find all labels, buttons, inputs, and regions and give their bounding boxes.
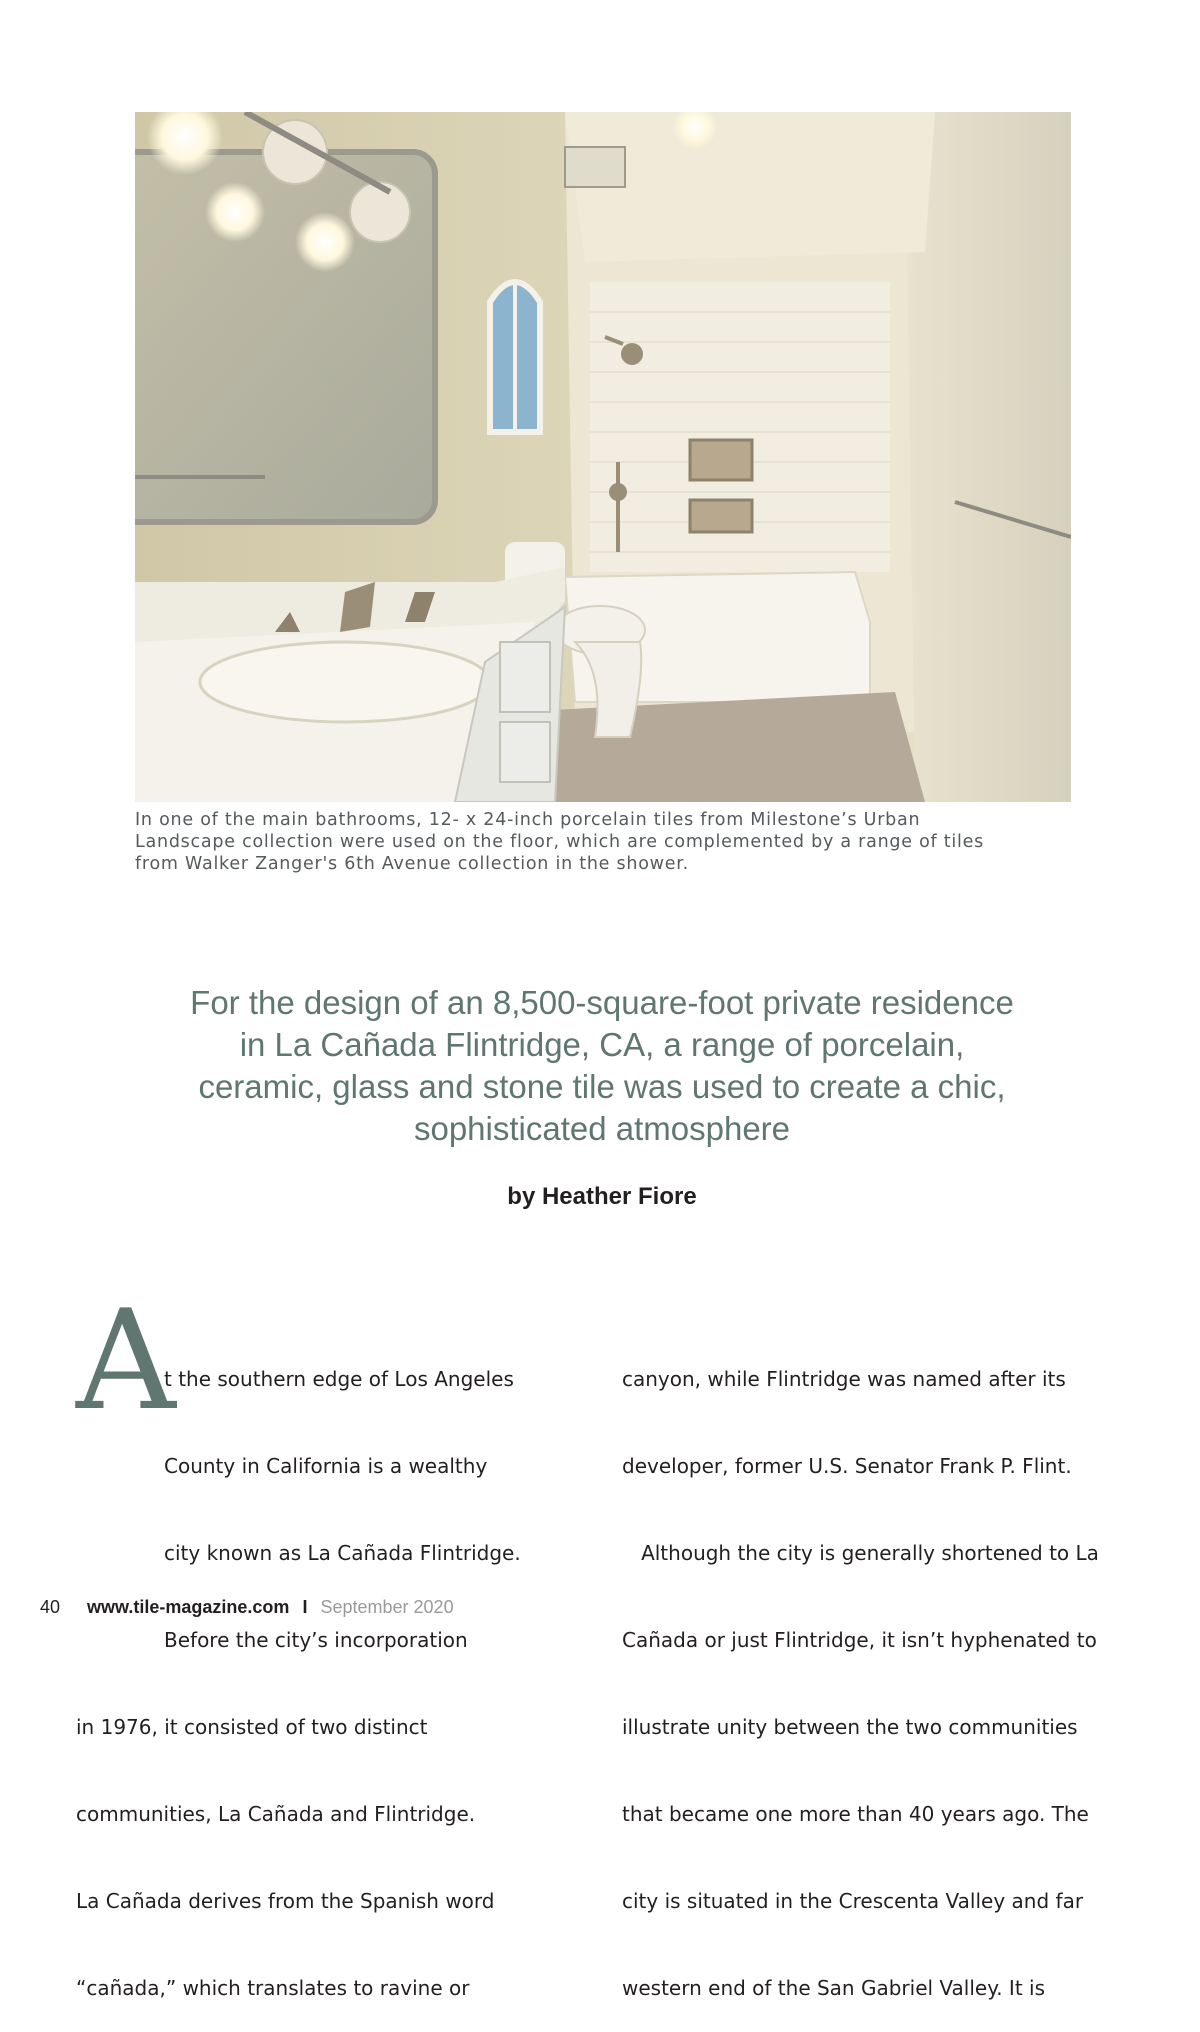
body-line: Before the city’s incorporation — [164, 1628, 468, 1652]
bathroom-photo — [135, 112, 1071, 802]
body-line: illustrate unity between the two communities — [622, 1715, 1078, 1739]
page-number: 40 — [40, 1597, 61, 1617]
body-line: Cañada or just Flintridge, it isn’t hyphenated to — [622, 1628, 1097, 1652]
deck-line: in La Cañada Flintridge, CA, a range of porcelain, — [239, 1026, 965, 1063]
body-line: city is situated in the Crescenta Valley and far — [622, 1889, 1084, 1913]
body-line: in 1976, it consisted of two distinct — [76, 1715, 428, 1739]
issue-date: September 2020 — [320, 1597, 454, 1617]
article-column-2 — [622, 1307, 1132, 2032]
body-line: communities, La Cañada and Flintridge. — [76, 1802, 476, 1826]
caption-line: from Walker Zanger's 6th Avenue collection in the shower. — [135, 854, 689, 874]
body-line: western end of the San Gabriel Valley. It is — [622, 1976, 1045, 2000]
body-line: developer, former U.S. Senator Frank P. Flint. — [622, 1454, 1072, 1478]
body-line: “cañada,” which translates to ravine or — [76, 1976, 470, 2000]
footer-separator: I — [302, 1597, 308, 1617]
deck-line: sophisticated atmosphere — [413, 1110, 791, 1147]
byline: by Heather Fiore — [507, 1183, 697, 1210]
body-line: La Cañada derives from the Spanish word — [76, 1889, 495, 1913]
deck-line: For the design of an 8,500-square-foot private residence — [190, 984, 1014, 1021]
drop-cap: A — [76, 1280, 176, 1441]
photo-caption — [135, 809, 1085, 875]
article-column-1 — [76, 1307, 566, 2032]
body-line: Although the city is generally shortened to La — [622, 1541, 1099, 1565]
body-line: city known as La Cañada Flintridge. — [164, 1541, 521, 1565]
page-footer — [40, 1597, 454, 1618]
body-line: County in California is a wealthy — [164, 1454, 488, 1478]
body-line: that became one more than 40 years ago. The — [622, 1802, 1089, 1826]
body-line: t the southern edge of Los Angeles — [164, 1367, 514, 1391]
caption-line: Landscape collection were used on the floor, which are complemented by a range of tiles — [135, 832, 984, 852]
caption-line: In one of the main bathrooms, 12- x 24-inch porcelain tiles from Milestone’s Urban — [135, 810, 921, 830]
article-deck — [120, 982, 1084, 1150]
deck-line: ceramic, glass and stone tile was used to create a chic, — [198, 1068, 1006, 1105]
body-line: canyon, while Flintridge was named after its — [622, 1367, 1066, 1391]
website-link[interactable]: www.tile-magazine.com — [87, 1597, 290, 1617]
